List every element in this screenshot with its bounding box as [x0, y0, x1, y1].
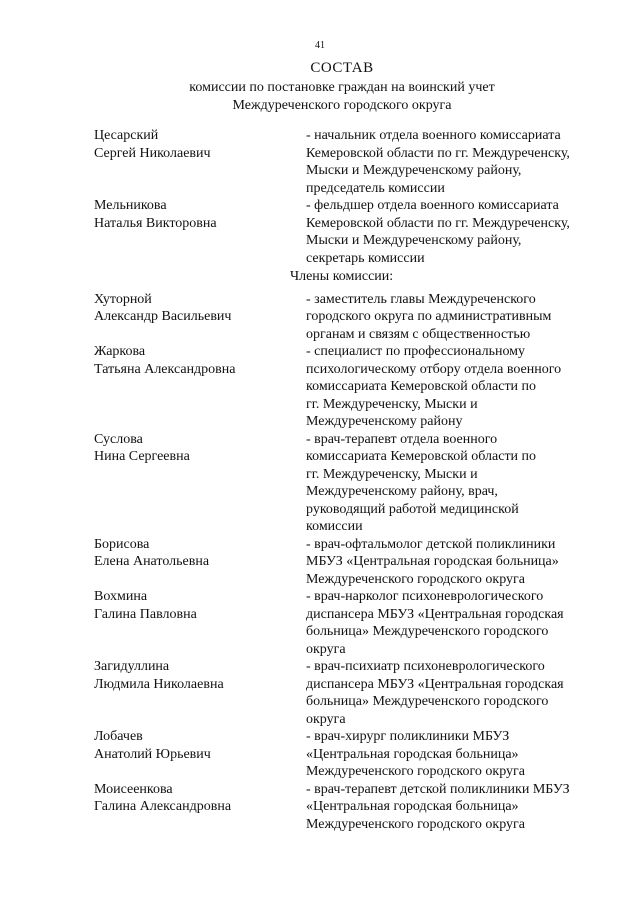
role-line: Мыски и Междуреченскому району, [306, 163, 522, 178]
role-line: комиссариата Кемеровской области по [306, 449, 537, 464]
commission-entry [94, 658, 614, 728]
person-name [94, 781, 306, 834]
role-line: диспансера МБУЗ «Центральная городская [306, 606, 564, 622]
role-line: комиссариата Кемеровской области по [306, 379, 537, 394]
role-line: городского округа по административным [306, 309, 552, 324]
role-line: диспансера МБУЗ «Центральная городская [306, 676, 564, 692]
given-names: Анатолий Юрьевич [94, 746, 211, 762]
members-section [94, 291, 614, 834]
given-names: Нина Сергеевна [94, 449, 190, 464]
role-line: «Центральная городская больница» [306, 799, 519, 814]
person-name [94, 728, 306, 781]
person-name [94, 197, 306, 267]
surname: Борисова [94, 536, 150, 552]
role-line: «Центральная городская больница» [306, 746, 519, 762]
role-line: Кемеровской области по гг. Междуреченску, [306, 145, 570, 161]
given-names: Галина Павловна [94, 606, 197, 622]
role-line: гг. Междуреченску, Мыски и [306, 466, 478, 482]
role-line: округа [306, 641, 346, 657]
person-name [94, 127, 306, 197]
person-name [94, 291, 306, 344]
leadership-section [94, 127, 614, 267]
commission-list [94, 127, 614, 833]
role-line: - заместитель главы Междуреченского [306, 291, 536, 307]
surname: Мельникова [94, 198, 167, 213]
subtitle-line: Междуреченского городского округа [232, 98, 452, 113]
person-name [94, 343, 306, 431]
members-heading: Члены комиссии: [290, 269, 394, 284]
document-title: СОСТАВ [310, 60, 374, 76]
person-name [94, 658, 306, 728]
person-name [94, 536, 306, 589]
person-role [306, 728, 614, 781]
role-line: Междуреченского городского округа [306, 816, 525, 832]
role-line: органам и связям с общественностью [306, 326, 531, 342]
commission-entry [94, 728, 614, 781]
given-names: Татьяна Александровна [94, 361, 236, 377]
commission-entry [94, 197, 614, 267]
person-role [306, 291, 614, 344]
person-role [306, 343, 614, 431]
given-names: Елена Анатольевна [94, 554, 210, 569]
surname: Загидуллина [94, 659, 170, 674]
role-line: Междуреченскому району, врач, [306, 484, 498, 499]
role-line: председатель комиссии [306, 180, 445, 196]
given-names: Галина Александровна [94, 799, 232, 814]
person-role [306, 536, 614, 589]
given-names: Людмила Николаевна [94, 676, 224, 692]
surname: Хуторной [94, 291, 152, 307]
role-line: - специалист по профессиональному [306, 344, 526, 359]
role-line: - начальник отдела военного комиссариата [306, 128, 561, 143]
commission-entry [94, 781, 614, 834]
commission-entry [94, 127, 614, 197]
commission-entry [94, 588, 614, 658]
role-line: Междуреченского городского округа [306, 571, 525, 587]
role-line: - врач-хирург поликлиники МБУЗ [306, 729, 510, 744]
role-line: - врач-терапевт отдела военного [306, 431, 498, 447]
role-line: округа [306, 711, 346, 727]
person-role [306, 127, 614, 197]
role-line: секретарь комиссии [306, 250, 425, 266]
surname: Цесарский [94, 128, 159, 143]
surname: Жаркова [94, 344, 146, 359]
given-names: Александр Васильевич [94, 309, 232, 324]
role-line: руководящий работой медицинской [306, 501, 519, 517]
document-subtitle [0, 79, 640, 115]
surname: Лобачев [94, 729, 143, 744]
person-role [306, 431, 614, 536]
role-line: - врач-нарколог психоневрологического [306, 589, 544, 604]
commission-entry [94, 343, 614, 431]
person-role [306, 658, 614, 728]
role-line: гг. Междуреченску, Мыски и [306, 396, 478, 412]
given-names: Наталья Викторовна [94, 215, 217, 231]
page-number: 41 [315, 40, 325, 51]
role-line: Кемеровской области по гг. Междуреченску, [306, 215, 570, 231]
role-line: Мыски и Междуреченскому району, [306, 233, 522, 248]
commission-entry [94, 536, 614, 589]
person-name [94, 431, 306, 536]
role-line: - врач-офтальмолог детской поликлиники [306, 536, 556, 552]
person-role [306, 588, 614, 658]
role-line: - фельдшер отдела военного комиссариата [306, 198, 559, 213]
role-line: - врач-терапевт детской поликлиники МБУЗ [306, 781, 570, 797]
commission-entry [94, 431, 614, 536]
surname: Моисеенкова [94, 781, 173, 797]
surname: Суслова [94, 431, 143, 447]
role-line: больница» Междуреченского городского [306, 624, 549, 639]
person-role [306, 781, 614, 834]
role-line: психологическому отбору отдела военного [306, 361, 562, 377]
person-name [94, 588, 306, 658]
role-line: Междуреченскому району [306, 414, 463, 429]
person-role [306, 197, 614, 267]
role-line: больница» Междуреченского городского [306, 694, 549, 709]
given-names: Сергей Николаевич [94, 145, 211, 161]
role-line: комиссии [306, 519, 363, 534]
subtitle-line: комиссии по постановке граждан на воинский учет [189, 80, 495, 95]
role-line: МБУЗ «Центральная городская больница» [306, 554, 559, 569]
commission-entry [94, 291, 614, 344]
role-line: Междуреченского городского округа [306, 764, 525, 779]
role-line: - врач-психиатр психоневрологического [306, 659, 545, 674]
surname: Вохмина [94, 589, 148, 604]
